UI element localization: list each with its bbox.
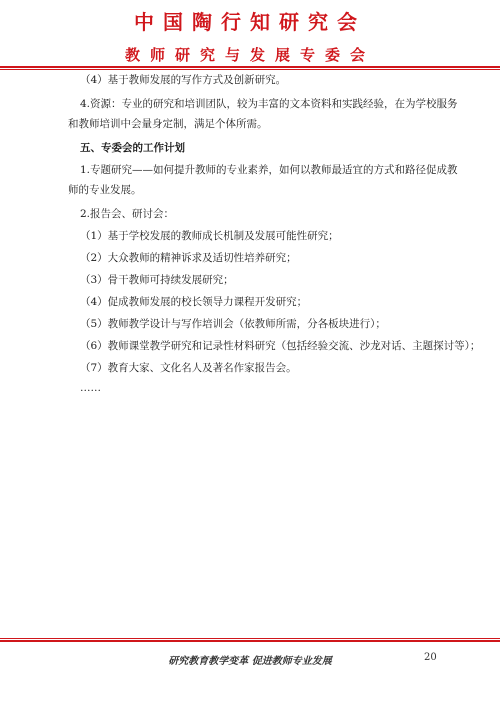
list-item-4: （4）促成教师发展的校长领导力课程开发研究； [80,296,308,308]
body-line-resources: 4.资源：专业的研究和培训团队，较为丰富的文本资料和实践经验，在为学校服务 [80,98,458,110]
ellipsis: …… [80,382,101,394]
body-line-resources-cont: 和教师培训中会量身定制，满足个体所需。 [68,118,268,130]
list-item-7: （7）教育大家、文化名人及著名作家报告会。 [80,362,297,374]
list-item-6: （6）教师课堂教学研究和记录性材料研究（包括经验交流、沙龙对话、主题探讨等）； [80,340,481,352]
body-line-topic-research: 1.专题研究——如何提升教师的专业素养，如何以教师最适宜的方式和路径促成教 [80,164,458,176]
list-item-5: （5）教师教学设计与写作培训会（依教师所需，分各板块进行）； [80,318,386,330]
list-item-2: （2）大众教师的精神诉求及适切性培养研究； [80,252,297,264]
page-number: 20 [424,652,437,663]
body-line-item-4: （4）基于教师发展的写作方式及创新研究。 [80,74,287,86]
committee-title: 教师研究与发展专委会 [124,46,375,64]
header-rule-thin [0,69,500,70]
body-line-reports: 2.报告会、研讨会： [80,208,175,220]
footer-rule-thick [0,640,500,642]
list-item-1: （1）基于学校发展的教师成长机制及发展可能性研究； [80,230,339,242]
body-line-topic-research-cont: 师的专业发展。 [68,184,142,196]
footer-slogan: 研究教育教学变革 促进教师专业发展 [168,656,332,667]
footer-rule-thin [0,638,500,639]
header-rule-thick [0,66,500,68]
section-heading-plan: 五、专委会的工作计划 [80,142,185,154]
org-title: 中国陶行知研究会 [134,10,366,34]
list-item-3: （3）骨干教师可持续发展研究； [80,274,234,286]
